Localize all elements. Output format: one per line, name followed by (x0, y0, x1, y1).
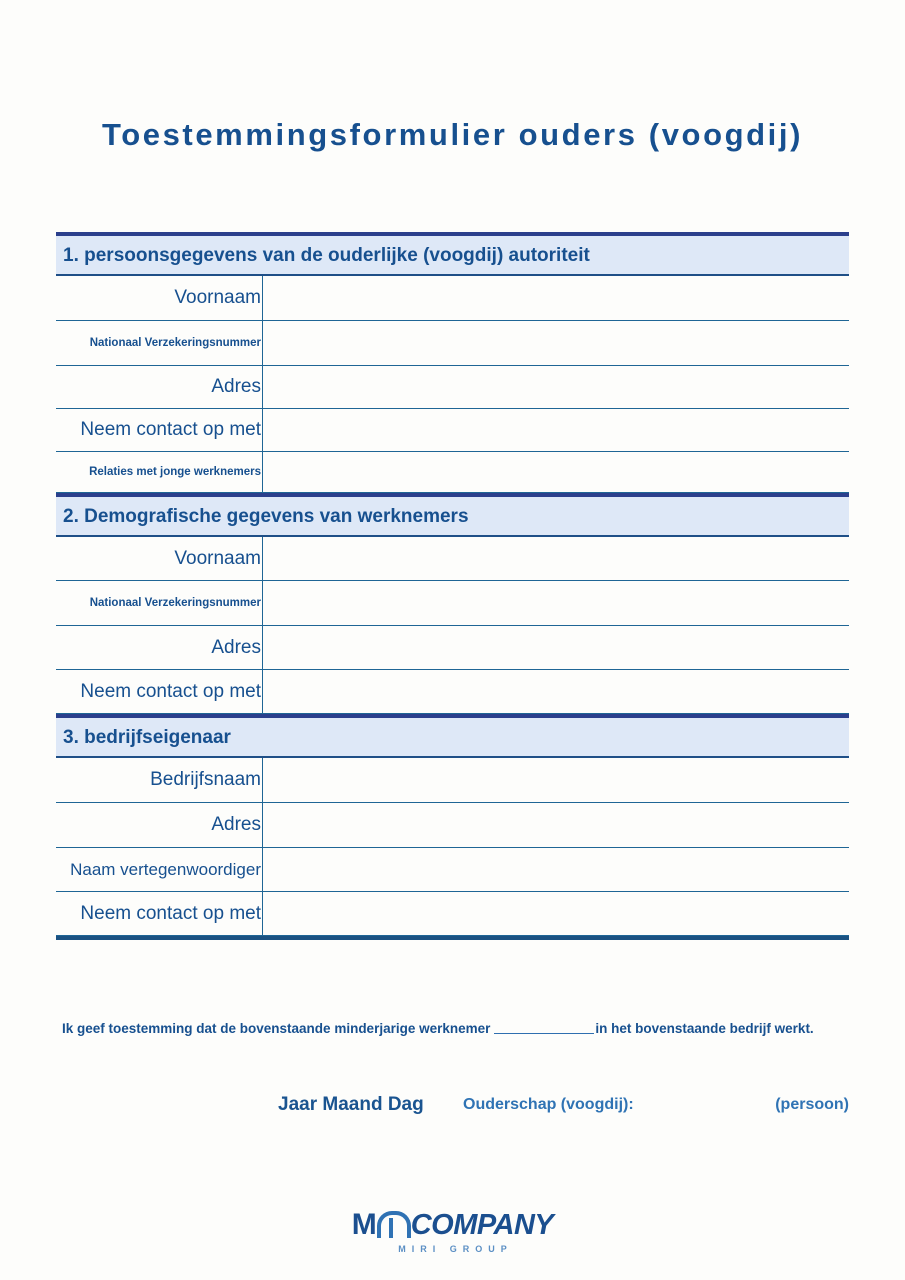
row-label-text: Voornaam (174, 547, 261, 569)
row-label-text: Nationaal Verzekeringsnummer (89, 336, 261, 349)
row-label-text: Voornaam (174, 287, 261, 309)
consent-blank-field[interactable] (494, 1020, 594, 1034)
row-field-neem-contact-op-met[interactable] (263, 892, 849, 935)
table-row (56, 758, 849, 803)
row-label-neem-contact-op-met (56, 409, 263, 451)
row-label-text: Naam vertegenwoordiger (70, 859, 261, 879)
signature-row (56, 1094, 849, 1122)
logo-letter-m: M (351, 1208, 377, 1241)
logo-subtitle: MIRI GROUP (398, 1244, 513, 1254)
table-row (56, 892, 849, 936)
row-field-adres[interactable] (263, 626, 849, 669)
signature-parent-label: Ouderschap (voogdij): (463, 1096, 634, 1113)
row-label-text: Neem contact op met (80, 902, 261, 924)
row-field-adres[interactable] (263, 366, 849, 408)
row-field-bedrijfsnaam[interactable] (263, 758, 849, 802)
logo-arch-icon (377, 1211, 411, 1238)
logo-arch-bar (389, 1218, 393, 1238)
table-bottom-rule (56, 936, 849, 940)
row-field-nationaal-verzekeringsnummer[interactable] (263, 581, 849, 625)
row-field-neem-contact-op-met[interactable] (263, 670, 849, 713)
row-field-adres[interactable] (263, 803, 849, 847)
row-label-voornaam (56, 537, 263, 580)
consent-form-table (56, 232, 849, 940)
row-label-text: Adres (211, 814, 261, 836)
row-label-text: Adres (211, 376, 261, 398)
consent-text-before: Ik geef toestemming dat de bovenstaande minderjarige werknemer (62, 1021, 491, 1036)
table-row (56, 537, 849, 581)
section-header-3-label: 3. bedrijfseigenaar (63, 726, 231, 748)
consent-text-after: in het bovenstaande bedrijf werkt. (595, 1021, 814, 1036)
row-label-text: Nationaal Verzekeringsnummer (89, 596, 261, 609)
row-label-nationaal-verzekeringsnummer (56, 581, 263, 625)
signature-date-label: Jaar Maand Dag (278, 1094, 424, 1115)
table-row (56, 848, 849, 892)
table-row (56, 321, 849, 366)
company-logo (0, 1208, 905, 1254)
table-row (56, 452, 849, 493)
row-label-bedrijfsnaam (56, 758, 263, 802)
page-title: Toestemmingsformulier ouders (voogdij) (101, 117, 804, 152)
row-label-neem-contact-op-met (56, 892, 263, 935)
consent-statement (62, 1020, 852, 1036)
row-field-relaties-met-jonge-werknemers[interactable] (263, 452, 849, 492)
row-label-text: Adres (211, 636, 261, 658)
table-row (56, 803, 849, 848)
table-row (56, 581, 849, 626)
logo-arch-shape (377, 1211, 411, 1238)
row-label-text: Bedrijfsnaam (150, 769, 261, 791)
row-label-text: Relaties met jonge werknemers (89, 465, 261, 478)
signature-person-label: (persoon) (775, 1096, 849, 1113)
section-header-1-label: 1. persoonsgegevens van de ouderlijke (voogdij) autoriteit (63, 244, 590, 266)
row-label-nationaal-verzekeringsnummer (56, 321, 263, 365)
row-label-relaties-met-jonge-werknemers (56, 452, 263, 492)
logo-word-company: COMPANY (410, 1209, 554, 1241)
logo-wordmark (352, 1208, 554, 1242)
section-header-1 (56, 236, 849, 276)
row-field-voornaam[interactable] (263, 276, 849, 320)
row-label-voornaam (56, 276, 263, 320)
row-label-text: Neem contact op met (80, 680, 261, 702)
row-field-nationaal-verzekeringsnummer[interactable] (263, 321, 849, 365)
section-header-2-label: 2. Demografische gegevens van werknemers (63, 505, 469, 527)
row-field-voornaam[interactable] (263, 537, 849, 580)
row-label-adres (56, 803, 263, 847)
row-label-naam-vertegenwoordiger (56, 848, 263, 891)
row-label-adres (56, 366, 263, 408)
row-label-adres (56, 626, 263, 669)
table-row (56, 670, 849, 714)
row-field-neem-contact-op-met[interactable] (263, 409, 849, 451)
table-row (56, 366, 849, 409)
row-label-neem-contact-op-met (56, 670, 263, 713)
table-row (56, 626, 849, 670)
section-header-3 (56, 718, 849, 758)
row-field-naam-vertegenwoordiger[interactable] (263, 848, 849, 891)
table-row (56, 276, 849, 321)
row-label-text: Neem contact op met (80, 419, 261, 441)
section-header-2 (56, 497, 849, 537)
table-row (56, 409, 849, 452)
